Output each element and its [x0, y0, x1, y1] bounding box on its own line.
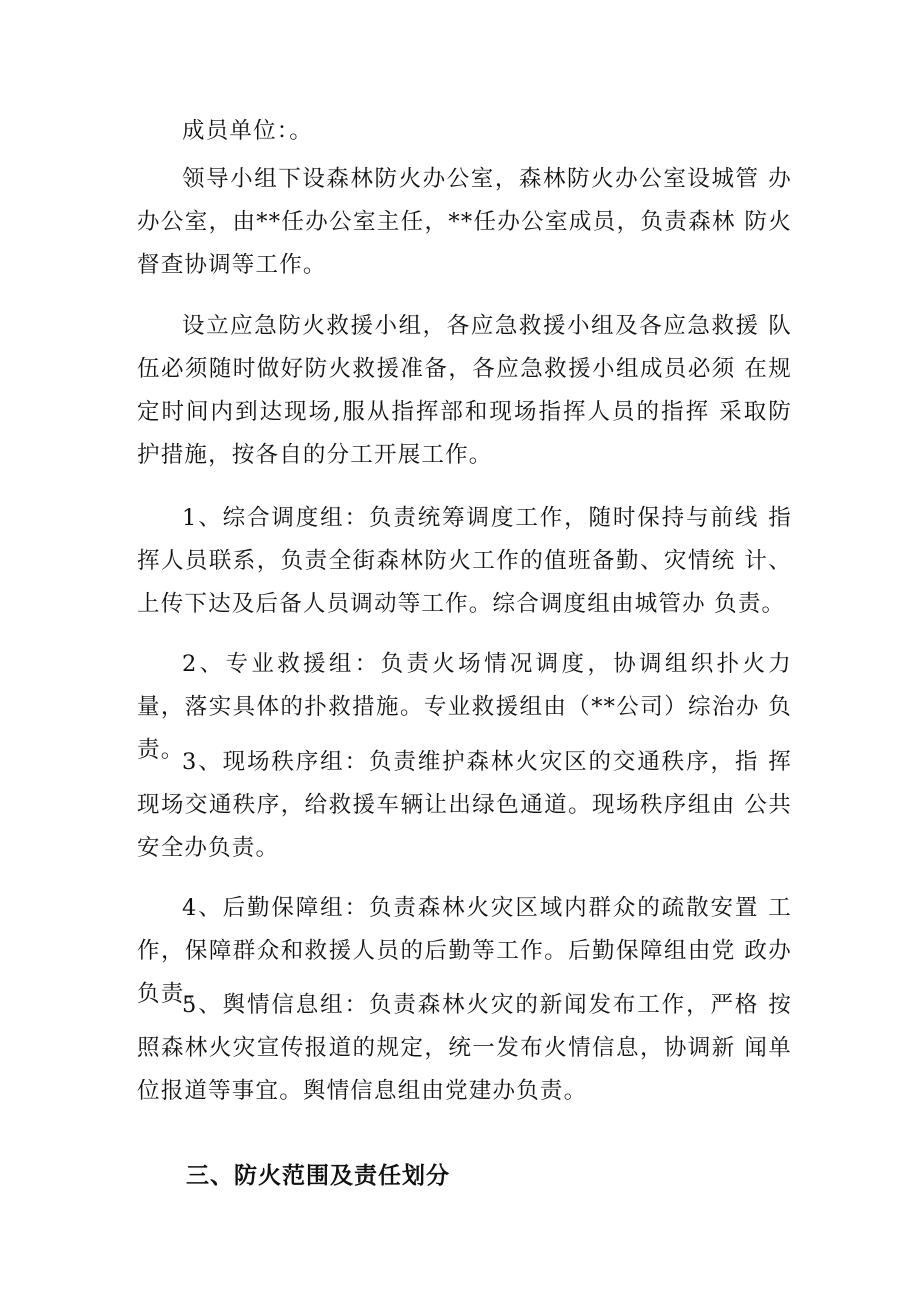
section-heading: 三、防火范围及责任划分: [186, 1163, 450, 1189]
paragraph-info-group: 5、舆情信息组：负责森林火灾的新闻发布工作，严格 按照森林火灾宣传报道的规定，统一发布火情信息，协调新 闻单位报道等事宜。舆情信息组由党建办负责。: [137, 992, 792, 1104]
paragraph-order-group: 3、现场秩序组：负责维护森林火灾区的交通秩序，指 挥现场交通秩序，给救援车辆让出绿色通道。现场秩序组由 公共安全办负责。: [137, 749, 792, 861]
paragraph-logistics-group: 4、后勤保障组：负责森林火灾区域内群众的疏散安置 工作，保障群众和救援人员的后勤等工作。后勤保障组由党 政办负责。: [137, 895, 792, 1007]
paragraph-dispatch-group: 1、综合调度组：负责统筹调度工作，随时保持与前线 指挥人员联系，负责全街森林防火工作的值班备勤、灾情统 计、上传下达及后备人员调动等工作。综合调度组由城管办 负责。: [137, 505, 792, 617]
paragraph-member-units: 成员单位：。: [182, 118, 313, 144]
paragraph-rescue-teams: 设立应急防火救援小组，各应急救援小组及各应急救援 队伍必须随时做好防火救援准备，各应急救援小组成员必须 在规定时间内到达现场,服从指挥部和现场指挥人员的指挥 采取防护措施，按各自的分工开展工作。: [137, 313, 792, 468]
paragraph-rescue-group: 2、专业救援组：负责火场情况调度，协调组织扑火力 量，落实具体的扑救措施。专业救援组由（**公司）综治办 负责。: [137, 651, 792, 763]
paragraph-fire-office: 领导小组下设森林防火办公室，森林防火办公室设城管 办办公室，由**任办公室主任，**任办公室成员，负责森林 防火督查协调等工作。: [137, 166, 792, 278]
